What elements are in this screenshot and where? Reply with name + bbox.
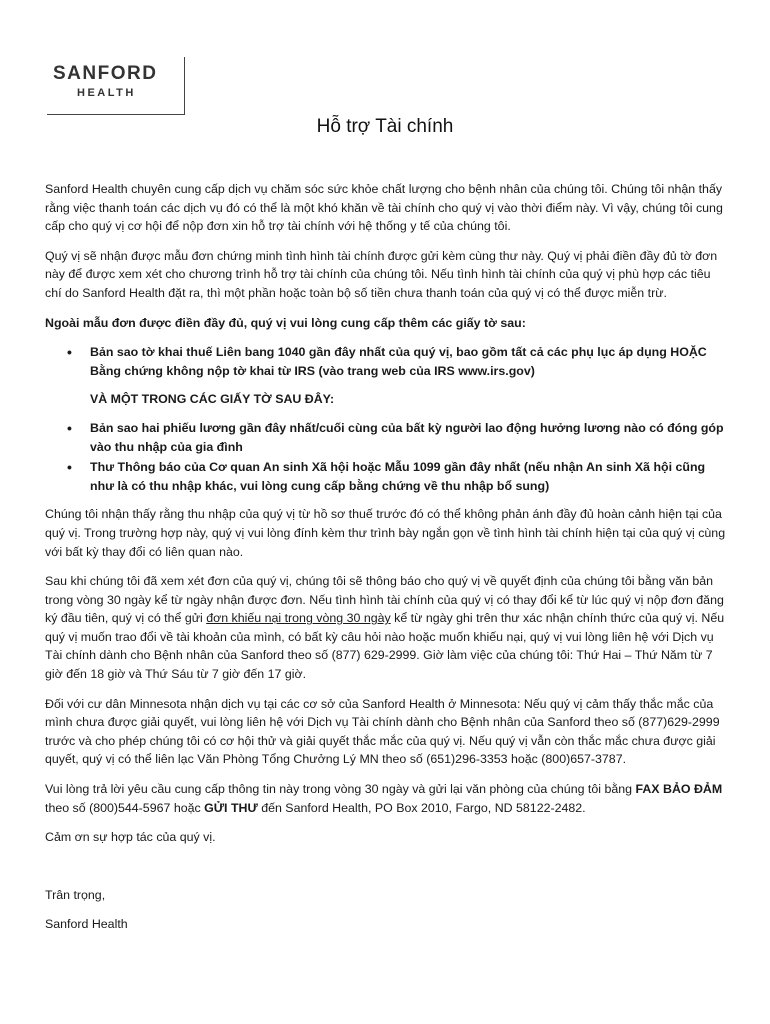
list-item: • Thư Thông báo của Cơ quan An sinh Xã hội hoặc Mẫu 1099 gần đây nhất (nếu nhận An sinh Xã hội cũng như là có thu nhập khác, vui lòng cung cấp bằng chứng về thu nhập bổ sung) xyxy=(45,458,729,495)
signature-line: Sanford Health xyxy=(45,917,128,932)
income-paragraph: Chúng tôi nhận thấy rằng thu nhập của quý vị từ hồ sơ thuế trước đó có thể không phản ánh đầy đủ hoàn cảnh hiện tại của quý vị. Trong trường hợp này, quý vị vui lòng đính kèm thư trình bày ngắn gọn về tình hình tài chính hiện tại của quý vị cùng với bất kỳ thay đổi có liên quan nào. xyxy=(45,507,726,559)
decision-text-a: Sau khi chúng tôi đã xem xét đơn của quý vị, chúng tôi sẽ thông báo cho quý vị về quyết định của chúng tôi bằng văn bản trong vòng 30 ngày kể từ ngày nhận được đơn. Nếu tình hình tài chính của quý vị có thay đổi kể từ lúc quý vị nộp đơn đăng ký đầu tiên, quý vị có thể gửi xyxy=(45,574,724,626)
required-docs-list xyxy=(45,343,729,380)
form-paragraph: Quý vị sẽ nhận được mẫu đơn chứng minh tình hình tài chính được gửi kèm cùng thư này. Quý vị phải điền đầy đủ tờ đơn này để được xem xét cho chương trình hỗ trợ tài chính của chúng tôi. Nếu tình hình tài chính của quý vị phù hợp các tiêu chí do Sanford Health đặt ra, thì một phần hoặc toàn bộ số tiền chưa thanh toán của quý vị có thể được miễn trừ. xyxy=(45,248,718,300)
letter-body xyxy=(45,180,729,945)
appeal-link[interactable]: đơn khiếu nại trong vòng 30 ngày xyxy=(206,611,391,626)
response-text-c: đến Sanford Health, PO Box 2010, Fargo, ND 58122-2482. xyxy=(257,800,586,815)
intro-paragraph: Sanford Health chuyên cung cấp dịch vụ chăm sóc sức khỏe chất lượng cho bệnh nhân của chúng tôi. Chúng tôi nhận thấy rằng việc thanh toán các dịch vụ đó có thể là một khó khăn về tài chính cho quý vị vào thời điểm này. Vì vậy, chúng tôi cung cấp cho quý vị cơ hội để nộp đơn xin hỗ trợ tài chính với hệ thống y tế của chúng tôi. xyxy=(45,182,723,234)
response-paragraph xyxy=(45,780,729,817)
list-item: • Bản sao tờ khai thuế Liên bang 1040 gần đây nhất của quý vị, bao gồm tất cả các phụ lục áp dụng HOẶC Bằng chứng không nộp tờ khai từ IRS (vào trang web của IRS www.irs.gov) xyxy=(45,343,729,380)
minnesota-paragraph: Đối với cư dân Minnesota nhận dịch vụ tại các cơ sở của Sanford Health ở Minnesota: Nếu quý vị cảm thấy thắc mắc của mình chưa được giải quyết, vui lòng liên hệ với Dịch vụ Tài chính dành cho Bệnh nhân của Sanford theo số (877)629-2999 trước và cho phép chúng tôi có cơ hội thử và giải quyết thắc mắc của quý vị. Nếu quý vị vẫn còn thắc mắc chưa được giải quyết, quý vị có thể liên lạc Văn Phòng Tổng Chưởng Lý MN theo số (651)296-3353 hoặc (800)657-3787. xyxy=(45,696,720,767)
closing-line: Trân trọng, xyxy=(45,887,106,902)
mail-label: GỬI THƯ xyxy=(204,800,258,815)
documents-intro: Ngoài mẫu đơn được điền đầy đủ, quý vị vui lòng cung cấp thêm các giấy tờ sau: xyxy=(45,315,526,330)
response-text-b: theo số (800)544-5967 hoặc xyxy=(45,800,205,815)
logo-sub: HEALTH xyxy=(77,87,136,99)
one-of-heading: VÀ MỘT TRONG CÁC GIẤY TỜ SAU ĐÂY: xyxy=(90,392,335,407)
response-text-a: Vui lòng trả lời yêu cầu cung cấp thông tin này trong vòng 30 ngày và gửi lại văn phòng của chúng tôi bằng xyxy=(45,782,636,797)
thanks-line: Cảm ơn sự hợp tác của quý vị. xyxy=(45,830,216,845)
decision-text-b: kể từ ngày ghi trên thư xác nhận chính thức của quý vị. Nếu quý vị muốn trao đổi về tài khoản của mình, có bất kỳ câu hỏi nào hoặc muốn khiếu nại, quý vị vui lòng liên hệ với Dịch vụ Tài chính dành cho Bệnh nhân của Sanford theo số (877) 629-2999. Giờ làm việc của chúng tôi: Thứ Hai – Thứ Năm từ 7 giờ đến 18 giờ và Thứ Sáu từ 7 giờ đến 17 giờ. xyxy=(45,611,725,682)
decision-paragraph xyxy=(45,572,729,684)
sanford-health-logo xyxy=(47,57,185,115)
fax-label: FAX BẢO ĐẢM xyxy=(635,782,723,797)
optional-docs-list xyxy=(45,419,729,495)
page-title: Hỗ trợ Tài chính xyxy=(316,116,454,137)
list-item: • Bản sao hai phiếu lương gần đây nhất/cuối cùng của bất kỳ người lao động hưởng lương nào có đóng góp vào thu nhập của gia đình xyxy=(45,419,729,456)
logo-brand: SANFORD xyxy=(53,63,158,84)
